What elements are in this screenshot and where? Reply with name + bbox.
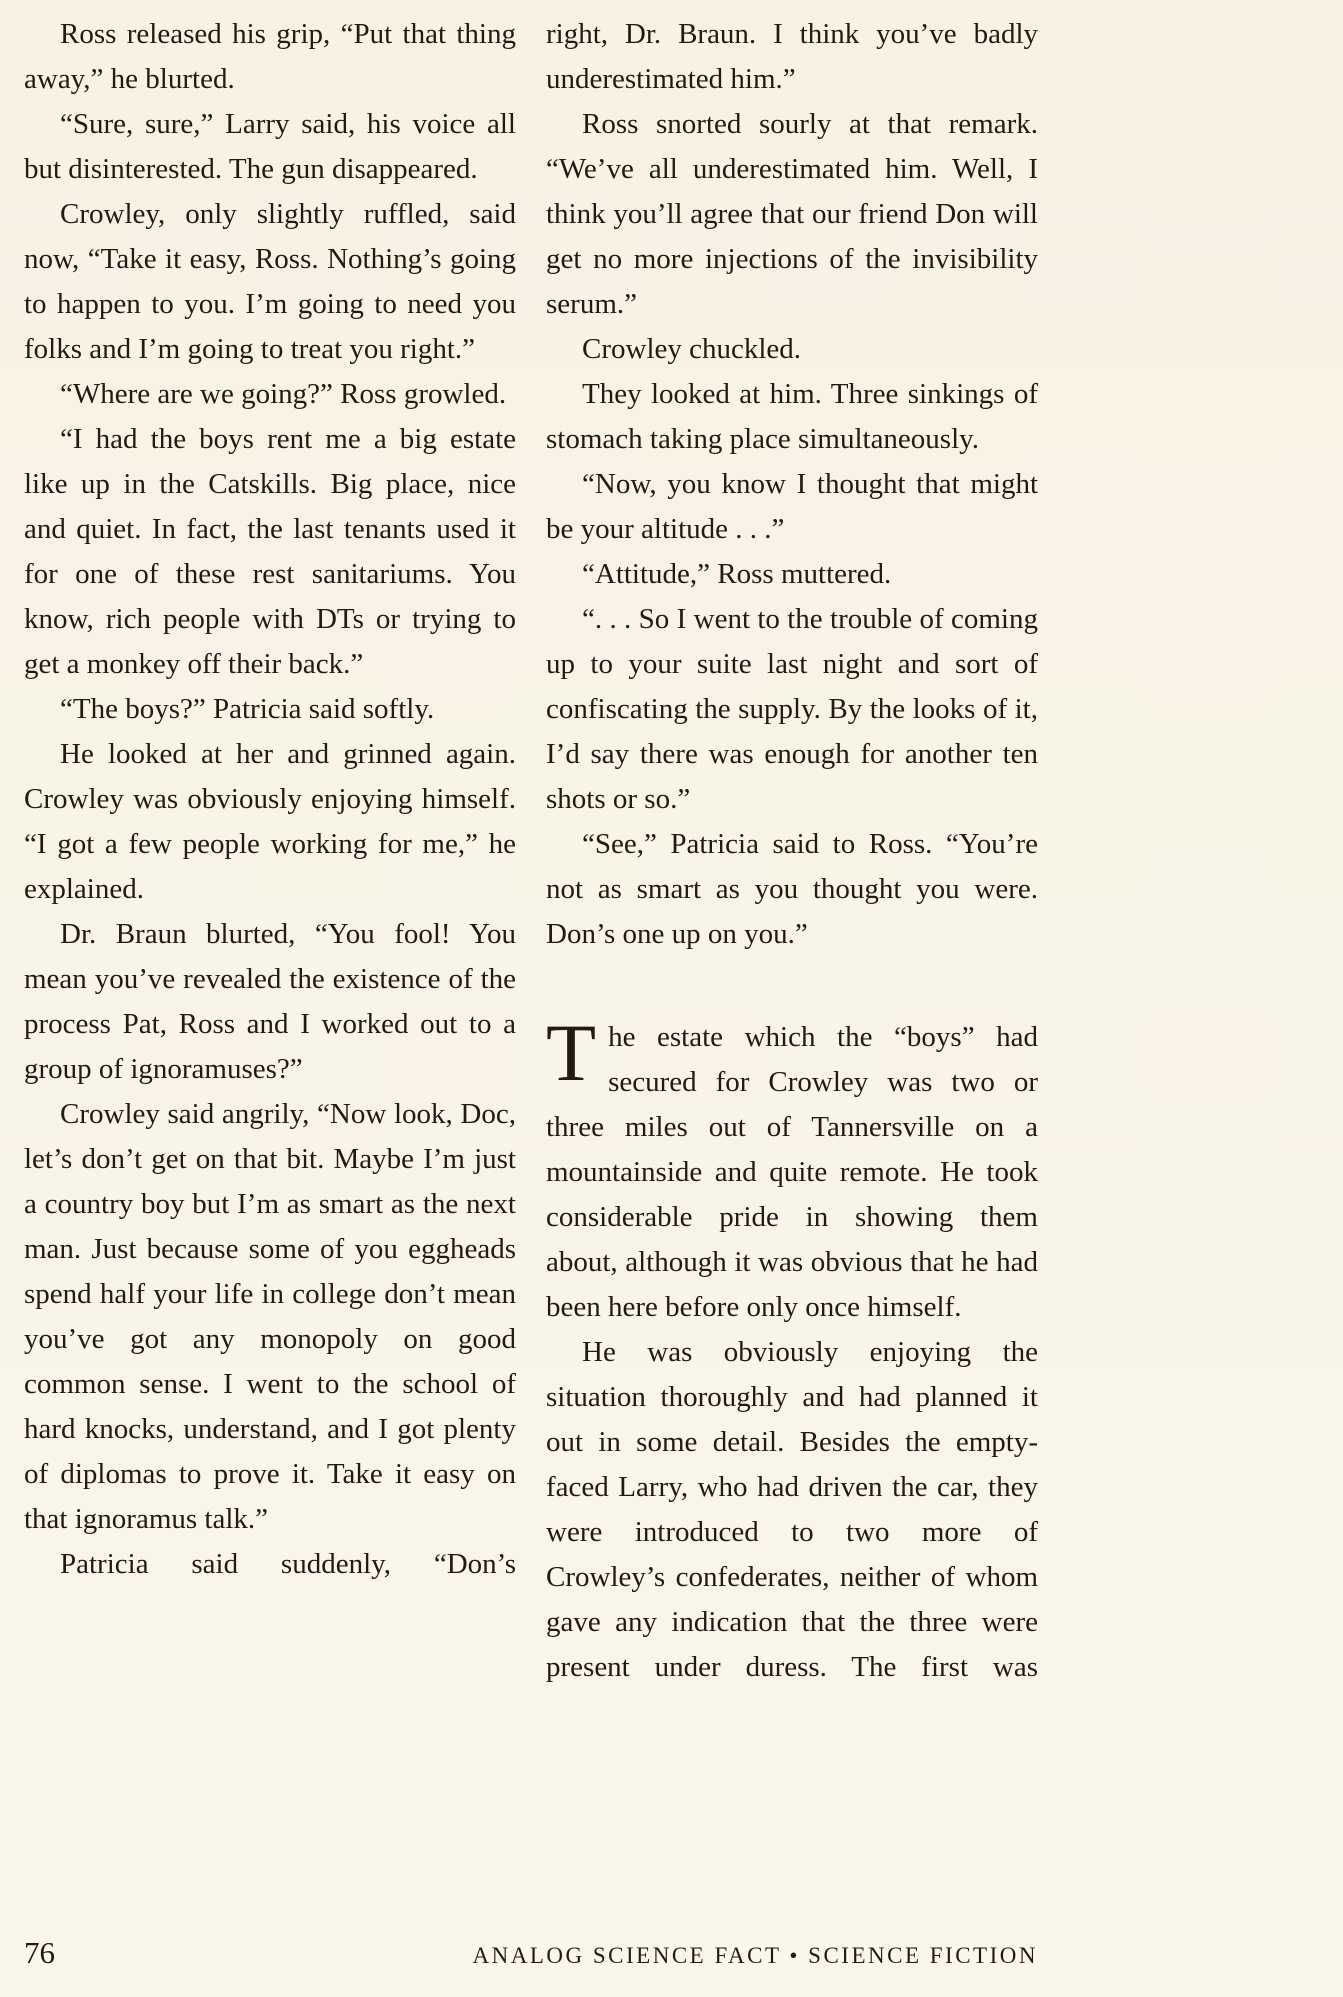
paragraph: Dr. Braun blurted, “You fool! You mean you’ve revealed the existence of the process Pat, Ross and I worked out to a group of ignoramuses?”: [24, 918, 516, 1085]
paragraph: Crowley chuckled.: [582, 333, 802, 365]
paragraph: Patricia said suddenly, “Don’s: [60, 1548, 516, 1580]
left-column: [24, 12, 516, 1690]
paragraph: The estate which the “boys” had secured for Crowley was two or three miles out of Tannersville on a mountainside and quite remote. He took considerable pride in showing them about, although it was obvious that he had been here before only once himself.: [546, 1007, 1038, 1323]
paragraph: “Sure, sure,” Larry said, his voice all but disinterested. The gun disappeared.: [24, 108, 516, 185]
paragraph: He was obviously enjoying the situation thoroughly and had planned it out in some detail. Besides the empty-faced Larry, who had driven the car, they were introduced to two more of Crowley’s confederates, neither of whom gave any indication that the three were present under duress. The first was: [546, 1336, 1038, 1683]
paragraph: Crowley, only slightly ruffled, said now, “Take it easy, Ross. Nothing’s going to happen to you. I’m going to need you folks and I’m going to treat you right.”: [24, 198, 516, 365]
journal-title: ANALOG SCIENCE FACT • SCIENCE FICTION: [472, 1943, 1038, 1968]
paragraph: “Now, you know I thought that might be your altitude . . .”: [546, 468, 1038, 545]
paragraph: Crowley said angrily, “Now look, Doc, let’s don’t get on that bit. Maybe I’m just a country boy but I’m as smart as the next man. Just because some of you eggheads spend half your life in college don’t mean you’ve got any monopoly on good common sense. I went to the school of hard knocks, understand, and I got plenty of diplomas to prove it. Take it easy on that ignoramus talk.”: [24, 1098, 516, 1535]
paragraph: Ross released his grip, “Put that thing away,” he blurted.: [24, 18, 516, 95]
paragraph: “I had the boys rent me a big estate like up in the Catskills. Big place, nice and quiet. In fact, the last tenants used it for one of these rest sanitariums. You know, rich people with DTs or trying to get a monkey off their back.”: [24, 423, 516, 680]
page-footer: [24, 1935, 1038, 1971]
drop-cap: T: [546, 1007, 597, 1098]
paragraph: “Where are we going?” Ross growled.: [60, 378, 507, 410]
paragraph: They looked at him. Three sinkings of stomach taking place simultaneously.: [546, 378, 1038, 455]
paragraph: Ross snorted sourly at that remark. “We’ve all underestimated him. Well, I think you’ll agree that our friend Don will get no more injections of the invisibility serum.”: [546, 108, 1038, 320]
right-column: [546, 12, 1038, 1690]
paragraph: “See,” Patricia said to Ross. “You’re not as smart as you thought you were. Don’s one up on you.”: [546, 828, 1038, 950]
paragraph: “Attitude,” Ross muttered.: [582, 558, 892, 590]
paragraph: “The boys?” Patricia said softly.: [60, 693, 435, 725]
paragraph: He looked at her and grinned again. Crowley was obviously enjoying himself. “I got a few people working for me,” he explained.: [24, 738, 516, 905]
paragraph: “. . . So I went to the trouble of coming up to your suite last night and sort of confiscating the supply. By the looks of it, I’d say there was enough for another ten shots or so.”: [546, 603, 1038, 815]
text-columns: [24, 12, 1038, 1690]
paragraph: right, Dr. Braun. I think you’ve badly underestimated him.”: [546, 18, 1038, 95]
page-number: 76: [24, 1935, 55, 1970]
